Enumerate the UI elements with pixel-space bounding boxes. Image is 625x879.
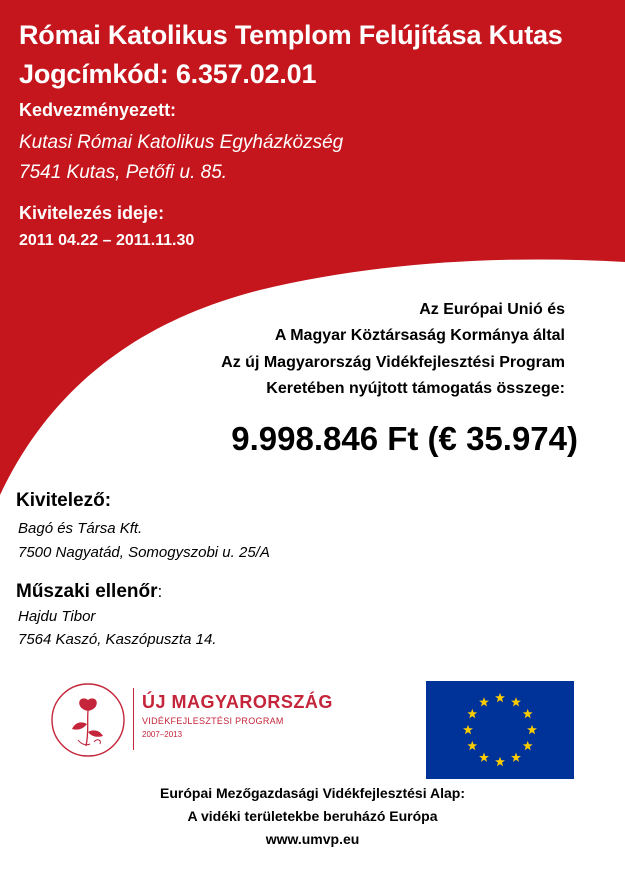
inspector-label: Műszaki ellenőr	[16, 581, 158, 602]
beneficiary-name: Kutasi Római Katolikus Egyházközség	[19, 132, 344, 153]
schedule-dates: 2011 04.22 – 2011.11.30	[19, 232, 195, 249]
beneficiary-address: 7541 Kutas, Petőfi u. 85.	[19, 162, 228, 183]
umvp-years: 2007–2013	[142, 730, 183, 739]
inspector-colon: :	[157, 582, 163, 601]
funding-line-1: Az Európai Unió és	[419, 301, 565, 318]
inspector-name: Hajdu Tibor	[18, 608, 96, 625]
contractor-address: 7500 Nagyatád, Somogyszobi u. 25/A	[18, 544, 270, 561]
funding-amount: 9.998.846 Ft (€ 35.974)	[231, 420, 578, 457]
funding-line-4: Keretében nyújtott támogatás összege:	[266, 380, 565, 397]
umvp-subtitle: VIDÉKFEJLESZTÉSI PROGRAM	[142, 716, 284, 726]
funding-line-2: A Magyar Köztársaság Kormánya által	[274, 327, 565, 344]
rose-emblem-icon	[50, 680, 130, 760]
inspector-address: 7564 Kaszó, Kaszópuszta 14.	[18, 631, 217, 648]
inspector-heading	[16, 581, 162, 603]
beneficiary-label: Kedvezményezett:	[19, 100, 177, 120]
project-code: Jogcímkód: 6.357.02.01	[19, 59, 317, 89]
umvp-logo	[50, 680, 340, 760]
footer-url[interactable]: www.umvp.eu	[265, 831, 360, 847]
contractor-label: Kivitelező:	[16, 490, 112, 511]
eu-flag-icon	[426, 681, 574, 779]
umvp-title: ÚJ MAGYARORSZÁG	[142, 692, 333, 712]
funding-line-3: Az új Magyarország Vidékfejlesztési Program	[221, 354, 565, 371]
footer-line-2: A vidéki területekbe beruházó Európa	[187, 808, 438, 824]
schedule-label: Kivitelezés ideje:	[19, 203, 165, 223]
project-title: Római Katolikus Templom Felújítása Kutas	[19, 20, 563, 50]
contractor-name: Bagó és Társa Kft.	[18, 520, 143, 537]
footer-line-1: Európai Mezőgazdasági Vidékfejlesztési Alap:	[160, 785, 465, 801]
logo-divider	[133, 688, 134, 750]
